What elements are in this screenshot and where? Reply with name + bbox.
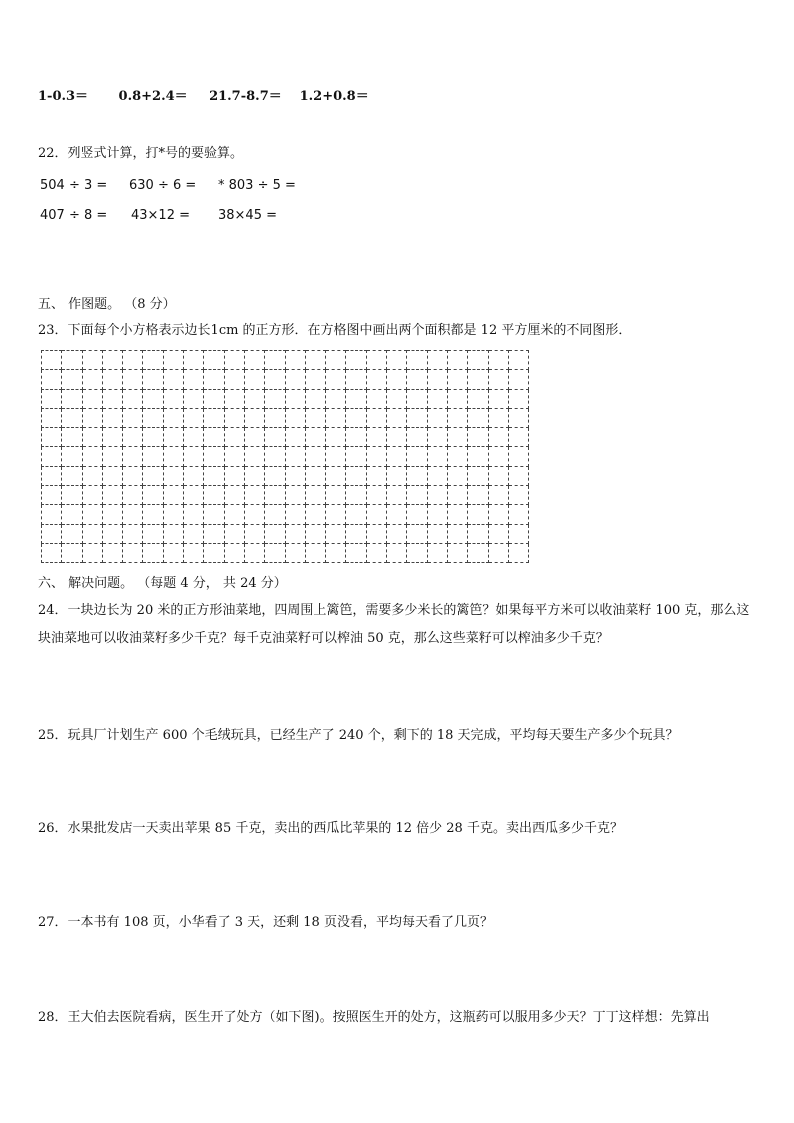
grid-cell (82, 466, 102, 485)
grid-cell (387, 389, 407, 408)
grid-cell (184, 524, 204, 543)
grid-cell (488, 524, 508, 543)
q26-text: 26．水果批发店一天卖出苹果 85 千克，卖出的西瓜比苹果的 12 倍少 28 千克。卖出西瓜多少千克？ (38, 821, 623, 836)
grid-cell (447, 428, 467, 447)
grid-cell (102, 428, 122, 447)
grid-cell (508, 447, 528, 466)
grid-cell (285, 447, 305, 466)
grid-row (42, 543, 529, 562)
grid-cell (285, 408, 305, 427)
grid-cell (42, 389, 62, 408)
grid-cell (488, 543, 508, 562)
grid-cell (62, 505, 82, 524)
grid-cell (123, 466, 143, 485)
mental-math-row (38, 88, 369, 106)
grid-cell (265, 466, 285, 485)
grid-cell (143, 408, 163, 427)
grid-cell (488, 428, 508, 447)
grid-cell (387, 486, 407, 505)
grid-cell (224, 486, 244, 505)
grid-cell (305, 486, 325, 505)
calc-item: 43×12 = (131, 208, 191, 223)
grid-cell (447, 486, 467, 505)
grid-cell (366, 505, 386, 524)
mental-item: 1.2+0.8＝ (299, 89, 369, 104)
grid-cell (184, 408, 204, 427)
grid-cell (346, 370, 366, 389)
grid-cell (326, 408, 346, 427)
grid-cell (62, 447, 82, 466)
grid-cell (305, 543, 325, 562)
grid-cell (123, 370, 143, 389)
grid-cell (123, 389, 143, 408)
grid-cell (62, 370, 82, 389)
grid-cell (285, 466, 305, 485)
grid-cell (508, 389, 528, 408)
section-six-heading: 六、 解决问题。 （每题 4 分， 共 24 分） (38, 576, 287, 591)
q25-text: 25．玩具厂计划生产 600 个毛绒玩具，已经生产了 240 个，剩下的 18 天完成，平均每天要生产多少个玩具？ (38, 728, 679, 743)
grid-cell (82, 505, 102, 524)
q23-text: 23．下面每个小方格表示边长1cm 的正方形．在方格图中画出两个面积都是 12 平方厘米的不同图形． (38, 323, 632, 338)
grid-cell (163, 408, 183, 427)
grid-cell (62, 408, 82, 427)
grid-cell (82, 408, 102, 427)
grid-cell (265, 524, 285, 543)
grid-cell (407, 408, 427, 427)
grid-cell (265, 351, 285, 370)
grid-cell (285, 486, 305, 505)
grid-cell (265, 486, 285, 505)
grid-row (42, 408, 529, 427)
grid-cell (326, 524, 346, 543)
grid-cell (224, 524, 244, 543)
grid-cell (42, 428, 62, 447)
grid-cell (387, 447, 407, 466)
mental-item: 21.7-8.7＝ (209, 89, 282, 104)
grid-cell (62, 486, 82, 505)
grid-cell (427, 447, 447, 466)
grid-cell (326, 351, 346, 370)
grid-cell (407, 486, 427, 505)
grid-cell (143, 351, 163, 370)
grid-cell (224, 351, 244, 370)
grid-cell (427, 389, 447, 408)
grid-cell (366, 389, 386, 408)
grid-cell (224, 389, 244, 408)
grid-cell (447, 389, 467, 408)
grid-cell (102, 543, 122, 562)
square-grid (41, 350, 529, 563)
grid-cell (305, 408, 325, 427)
grid-cell (366, 466, 386, 485)
grid-cell (305, 466, 325, 485)
grid-cell (123, 486, 143, 505)
grid-cell (326, 543, 346, 562)
grid-cell (184, 370, 204, 389)
calc-item: 630 ÷ 6 = (129, 178, 197, 193)
grid-cell (102, 505, 122, 524)
grid-cell (184, 466, 204, 485)
grid-cell (244, 447, 264, 466)
grid-cell (346, 543, 366, 562)
grid-cell (508, 351, 528, 370)
grid-cell (427, 486, 447, 505)
grid-cell (265, 543, 285, 562)
grid-cell (204, 486, 224, 505)
grid-cell (184, 389, 204, 408)
grid-cell (427, 505, 447, 524)
grid-cell (407, 524, 427, 543)
grid-cell (224, 428, 244, 447)
grid-cell (42, 505, 62, 524)
grid-cell (143, 428, 163, 447)
grid-cell (204, 466, 224, 485)
grid-cell (468, 486, 488, 505)
grid-cell (346, 466, 366, 485)
grid-cell (204, 408, 224, 427)
grid-cell (184, 428, 204, 447)
grid-cell (468, 543, 488, 562)
grid-cell (184, 543, 204, 562)
grid-cell (407, 370, 427, 389)
grid-cell (163, 351, 183, 370)
grid-cell (305, 524, 325, 543)
grid-cell (143, 505, 163, 524)
grid-cell (447, 351, 467, 370)
grid-cell (346, 524, 366, 543)
grid-cell (42, 466, 62, 485)
grid-cell (123, 524, 143, 543)
grid-cell (305, 370, 325, 389)
grid-cell (387, 370, 407, 389)
grid-cell (224, 543, 244, 562)
grid-cell (82, 524, 102, 543)
grid-cell (123, 351, 143, 370)
grid-cell (447, 408, 467, 427)
grid-cell (366, 370, 386, 389)
grid-cell (204, 389, 224, 408)
grid-cell (488, 351, 508, 370)
grid-cell (244, 428, 264, 447)
grid-cell (204, 351, 224, 370)
grid-table (41, 350, 529, 563)
grid-cell (346, 351, 366, 370)
grid-cell (265, 505, 285, 524)
grid-cell (204, 428, 224, 447)
grid-cell (326, 370, 346, 389)
grid-cell (427, 524, 447, 543)
grid-cell (508, 486, 528, 505)
mental-item: 1-0.3＝ (38, 89, 89, 104)
grid-cell (42, 408, 62, 427)
grid-cell (285, 505, 305, 524)
grid-cell (244, 505, 264, 524)
grid-cell (488, 370, 508, 389)
grid-cell (346, 428, 366, 447)
grid-cell (102, 466, 122, 485)
grid-cell (265, 447, 285, 466)
grid-cell (123, 543, 143, 562)
grid-cell (427, 466, 447, 485)
grid-row (42, 466, 529, 485)
grid-cell (407, 447, 427, 466)
grid-cell (508, 505, 528, 524)
grid-cell (265, 370, 285, 389)
grid-cell (427, 370, 447, 389)
section-five-heading: 五、 作图题。 （8 分） (38, 297, 176, 312)
grid-cell (488, 486, 508, 505)
grid-cell (326, 447, 346, 466)
grid-cell (366, 486, 386, 505)
grid-cell (204, 370, 224, 389)
grid-cell (163, 428, 183, 447)
grid-cell (224, 505, 244, 524)
grid-cell (244, 389, 264, 408)
grid-cell (102, 447, 122, 466)
grid-cell (244, 370, 264, 389)
grid-cell (285, 428, 305, 447)
grid-cell (123, 447, 143, 466)
grid-cell (366, 428, 386, 447)
grid-cell (62, 389, 82, 408)
grid-cell (326, 389, 346, 408)
mental-item: 0.8+2.4＝ (118, 89, 188, 104)
grid-cell (366, 408, 386, 427)
grid-cell (387, 466, 407, 485)
grid-cell (447, 505, 467, 524)
grid-cell (82, 428, 102, 447)
grid-cell (285, 389, 305, 408)
grid-cell (143, 447, 163, 466)
grid-cell (184, 486, 204, 505)
grid-cell (468, 466, 488, 485)
calc-item: 407 ÷ 8 = (40, 208, 108, 223)
grid-cell (508, 408, 528, 427)
grid-cell (407, 389, 427, 408)
grid-cell (244, 543, 264, 562)
grid-cell (143, 543, 163, 562)
grid-cell (244, 408, 264, 427)
grid-cell (102, 524, 122, 543)
grid-cell (82, 351, 102, 370)
grid-cell (163, 505, 183, 524)
grid-cell (82, 389, 102, 408)
grid-cell (468, 428, 488, 447)
grid-cell (102, 389, 122, 408)
grid-cell (143, 486, 163, 505)
grid-cell (468, 408, 488, 427)
q28-text: 28．王大伯去医院看病，医生开了处方（如下图)。按照医生开的处方，这瓶药可以服用多少天？丁丁这样想：先算出 (38, 1010, 710, 1025)
grid-cell (163, 447, 183, 466)
grid-row (42, 524, 529, 543)
grid-cell (42, 486, 62, 505)
grid-cell (447, 370, 467, 389)
grid-cell (326, 428, 346, 447)
grid-cell (143, 370, 163, 389)
grid-cell (285, 351, 305, 370)
grid-cell (468, 505, 488, 524)
grid-cell (143, 389, 163, 408)
grid-cell (488, 389, 508, 408)
grid-cell (447, 524, 467, 543)
grid-cell (508, 428, 528, 447)
grid-cell (102, 351, 122, 370)
grid-cell (62, 351, 82, 370)
grid-cell (468, 524, 488, 543)
calc-item: * 803 ÷ 5 = (218, 178, 296, 193)
grid-cell (184, 351, 204, 370)
grid-cell (387, 428, 407, 447)
grid-cell (488, 505, 508, 524)
grid-cell (244, 524, 264, 543)
q22-title: 22．列竖式计算，打*号的要验算。 (38, 146, 244, 161)
grid-cell (407, 466, 427, 485)
grid-cell (143, 524, 163, 543)
grid-cell (285, 524, 305, 543)
grid-cell (244, 486, 264, 505)
grid-row (42, 486, 529, 505)
grid-cell (305, 428, 325, 447)
grid-cell (82, 543, 102, 562)
grid-cell (326, 466, 346, 485)
grid-cell (346, 505, 366, 524)
grid-cell (42, 543, 62, 562)
grid-cell (123, 408, 143, 427)
grid-cell (184, 447, 204, 466)
grid-cell (427, 351, 447, 370)
grid-row (42, 447, 529, 466)
grid-cell (508, 370, 528, 389)
grid-cell (285, 543, 305, 562)
grid-cell (447, 447, 467, 466)
grid-cell (407, 428, 427, 447)
grid-cell (447, 543, 467, 562)
grid-cell (82, 447, 102, 466)
grid-cell (42, 370, 62, 389)
grid-cell (468, 447, 488, 466)
grid-cell (123, 505, 143, 524)
grid-cell (265, 389, 285, 408)
grid-cell (366, 351, 386, 370)
grid-cell (163, 370, 183, 389)
grid-row (42, 389, 529, 408)
grid-cell (265, 428, 285, 447)
grid-cell (346, 486, 366, 505)
grid-cell (427, 428, 447, 447)
grid-cell (346, 389, 366, 408)
grid-cell (184, 505, 204, 524)
grid-cell (508, 524, 528, 543)
q27-text: 27．一本书有 108 页，小华看了 3 天，还剩 18 页没看，平均每天看了几页？ (38, 915, 493, 930)
grid-cell (508, 466, 528, 485)
grid-cell (204, 543, 224, 562)
grid-cell (62, 524, 82, 543)
grid-row (42, 428, 529, 447)
grid-cell (305, 447, 325, 466)
grid-cell (387, 351, 407, 370)
grid-cell (407, 543, 427, 562)
grid-cell (305, 351, 325, 370)
grid-cell (366, 447, 386, 466)
grid-cell (42, 447, 62, 466)
grid-cell (163, 524, 183, 543)
grid-row (42, 505, 529, 524)
grid-cell (387, 408, 407, 427)
grid-cell (163, 389, 183, 408)
calc-item: 38×45 = (218, 208, 278, 223)
grid-cell (204, 505, 224, 524)
grid-cell (387, 524, 407, 543)
grid-cell (62, 466, 82, 485)
grid-cell (102, 370, 122, 389)
grid-cell (468, 351, 488, 370)
grid-cell (244, 351, 264, 370)
grid-cell (326, 486, 346, 505)
grid-cell (102, 408, 122, 427)
grid-cell (82, 370, 102, 389)
grid-cell (163, 466, 183, 485)
grid-cell (82, 486, 102, 505)
grid-cell (366, 524, 386, 543)
grid-cell (326, 505, 346, 524)
grid-cell (62, 543, 82, 562)
grid-cell (204, 524, 224, 543)
grid-cell (163, 543, 183, 562)
grid-cell (244, 466, 264, 485)
grid-cell (42, 351, 62, 370)
grid-cell (305, 505, 325, 524)
grid-cell (42, 524, 62, 543)
grid-cell (387, 543, 407, 562)
grid-cell (468, 370, 488, 389)
grid-cell (488, 447, 508, 466)
grid-cell (102, 486, 122, 505)
grid-cell (285, 370, 305, 389)
grid-cell (62, 428, 82, 447)
grid-cell (447, 466, 467, 485)
q24-text: 24．一块边长为 20 米的正方形油菜地，四周围上篱笆，需要多少米长的篱笆？如果每平方米可以收油菜籽 100 克，那么这块油菜地可以收油菜籽多少千克？每千克油菜籽可以榨油 50 克，那么这些菜籽可以榨油多少千克？ (38, 603, 750, 646)
grid-cell (224, 370, 244, 389)
grid-cell (488, 408, 508, 427)
grid-cell (508, 543, 528, 562)
grid-cell (224, 447, 244, 466)
grid-cell (407, 351, 427, 370)
grid-cell (224, 408, 244, 427)
grid-cell (346, 447, 366, 466)
calc-item: 504 ÷ 3 = (40, 178, 108, 193)
grid-cell (427, 543, 447, 562)
grid-cell (427, 408, 447, 427)
grid-cell (123, 428, 143, 447)
grid-cell (143, 466, 163, 485)
grid-cell (366, 543, 386, 562)
grid-row (42, 351, 529, 370)
grid-cell (468, 389, 488, 408)
grid-cell (387, 505, 407, 524)
grid-cell (305, 389, 325, 408)
grid-cell (163, 486, 183, 505)
grid-cell (204, 447, 224, 466)
grid-cell (265, 408, 285, 427)
grid-cell (488, 466, 508, 485)
grid-cell (346, 408, 366, 427)
grid-row (42, 370, 529, 389)
grid-cell (224, 466, 244, 485)
grid-cell (407, 505, 427, 524)
